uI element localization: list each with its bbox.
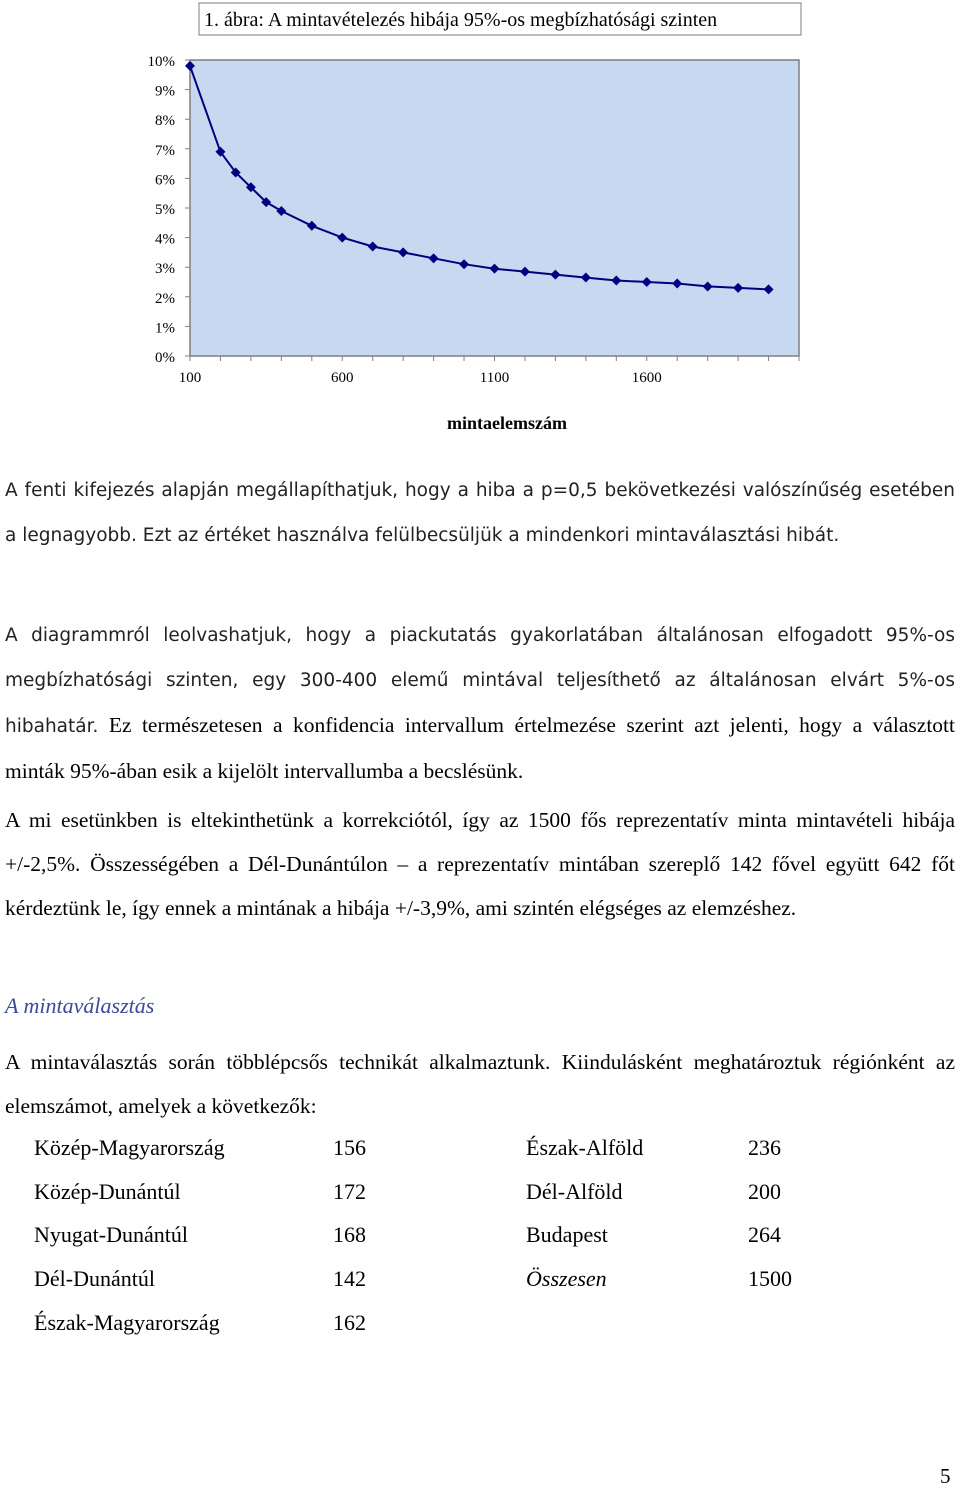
y-tick-label: 2% bbox=[155, 290, 175, 307]
paragraph-diagram-reading-part1: A diagrammról leolvashatjuk, hogy a piackutatás gyakorlatában általánosan elfogadott 95%-os megbízhatósági szinten, egy 300-400 elemű mintával teljesíthető az általánosan elvárt 5%-os hibahatár. bbox=[5, 625, 955, 737]
region-name: Dél-Dunántúl bbox=[34, 1266, 155, 1291]
y-axis bbox=[148, 54, 191, 366]
y-tick-label: 3% bbox=[155, 261, 175, 278]
x-axis-title: mintaelemszám bbox=[447, 413, 567, 433]
region-name: Nyugat-Dunántúl bbox=[34, 1222, 188, 1247]
region-count: 156 bbox=[333, 1135, 366, 1160]
y-tick-label: 0% bbox=[155, 350, 175, 366]
y-tick-label: 5% bbox=[155, 202, 175, 218]
paragraph-diagram-reading-part2: Ez természetesen a konfidencia intervallum értelmezése szerint azt jelenti, hogy a választott minták 95%-ában esik a kijelölt intervallumba a becslésünk. bbox=[5, 713, 955, 783]
page-number: 5 bbox=[940, 1464, 951, 1488]
region-count: 172 bbox=[333, 1179, 366, 1204]
region-name: Észak-Alföld bbox=[526, 1135, 644, 1160]
y-tick-label: 7% bbox=[155, 142, 175, 159]
total-label: Összesen bbox=[526, 1266, 607, 1291]
y-tick-label: 4% bbox=[155, 231, 175, 248]
region-count: 236 bbox=[748, 1135, 781, 1160]
chart-title: 1. ábra: A mintavételezés hibája 95%-os megbízhatósági szinten bbox=[204, 9, 718, 31]
region-count: 168 bbox=[333, 1222, 366, 1247]
paragraph-error-explanation: A fenti kifejezés alapján megállapíthatjuk, hogy a hiba a p=0,5 bekövetkezési valószínűség esetében a legnagyobb. Ezt az értéket használva felülbecsüljük a mindenkori mintaválasztási hibát. bbox=[5, 480, 955, 546]
y-tick-label: 1% bbox=[155, 320, 175, 337]
region-count: 142 bbox=[333, 1266, 366, 1291]
paragraph-diagram-reading bbox=[5, 613, 955, 795]
y-tick-label: 10% bbox=[147, 54, 175, 70]
x-tick-label: 100 bbox=[178, 370, 202, 386]
region-name: Észak-Magyarország bbox=[34, 1310, 220, 1335]
region-name: Budapest bbox=[526, 1222, 608, 1247]
region-count: 162 bbox=[333, 1310, 366, 1335]
x-tick-label: 1100 bbox=[479, 370, 510, 386]
section-heading-sampling: A mintaválasztás bbox=[5, 993, 155, 1018]
paragraph-sample-error: A mi esetünkben is eltekinthetünk a korrekciótól, így az 1500 fős reprezentatív minta mintavételi hibája +/-2,5%. Összességében a Dél-Dunántúlon – a reprezentatív mintában szereplő 142 fővel együtt 642 főt kérdeztünk le, így ennek a mintának a hibája +/-3,9%, ami szintén elégséges az elemzéshez. bbox=[5, 808, 955, 920]
region-count: 264 bbox=[748, 1222, 781, 1247]
x-tick-label: 600 bbox=[331, 370, 354, 386]
y-tick-label: 9% bbox=[155, 83, 175, 100]
region-name: Dél-Alföld bbox=[526, 1179, 623, 1204]
region-count: 200 bbox=[748, 1179, 781, 1204]
y-tick-label: 6% bbox=[155, 172, 175, 189]
region-name: Közép-Dunántúl bbox=[34, 1179, 181, 1204]
region-name: Közép-Magyarország bbox=[34, 1135, 225, 1160]
x-axis bbox=[179, 356, 799, 386]
paragraph-sampling-method: A mintaválasztás során többlépcsős technikát alkalmaztunk. Kiindulásként meghatároztuk régiónként az elemszámot, amelyek a következők: bbox=[5, 1050, 955, 1118]
x-tick-label: 1600 bbox=[631, 370, 662, 386]
y-tick-label: 8% bbox=[155, 113, 175, 130]
sampling-error-chart bbox=[0, 0, 960, 450]
total-count: 1500 bbox=[748, 1266, 792, 1291]
